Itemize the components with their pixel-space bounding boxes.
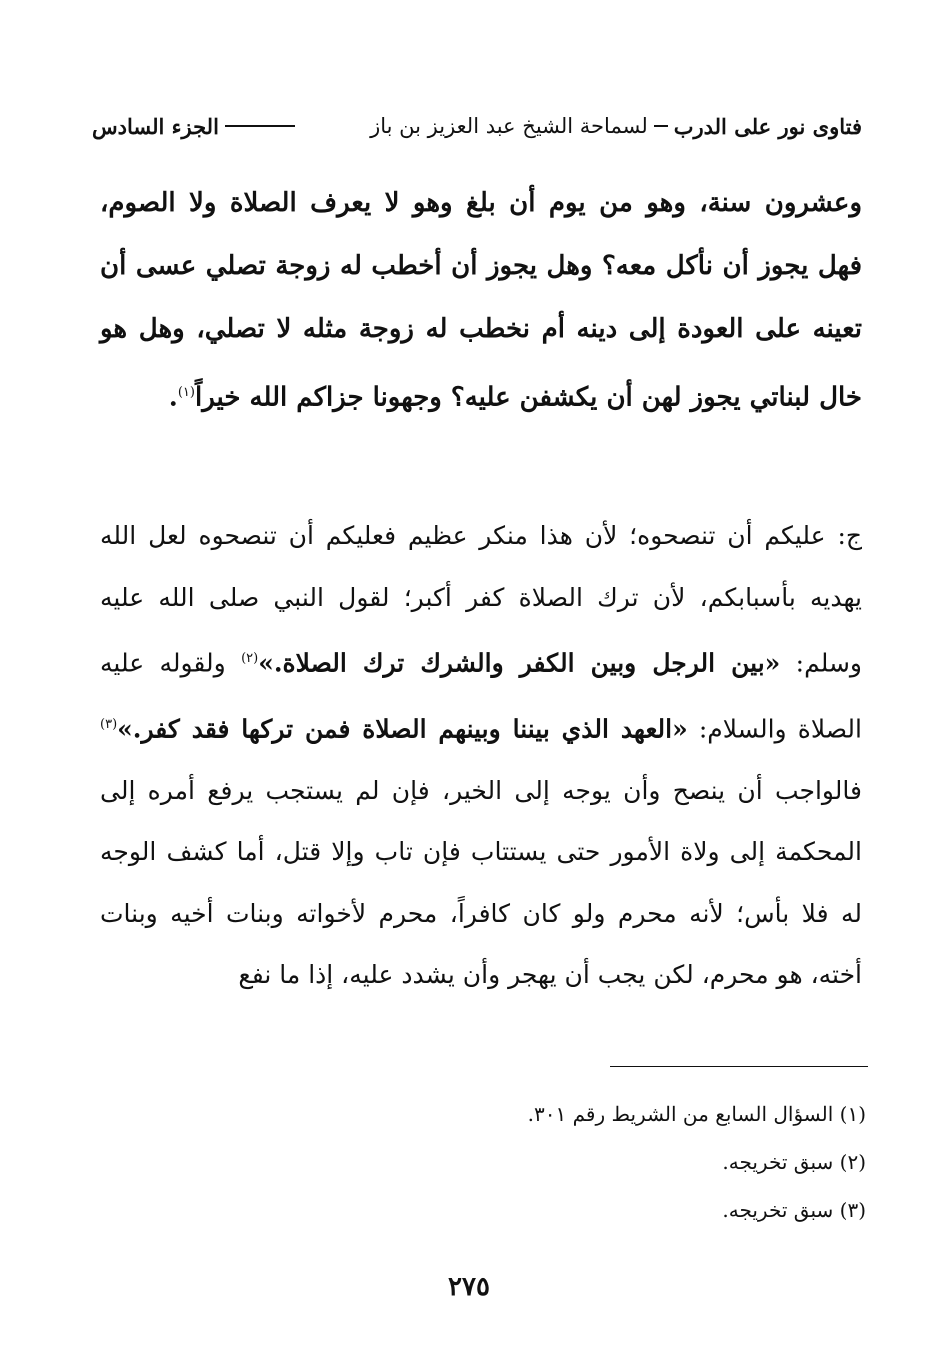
answer-text-1: عليكم أن تنصحوه؛ لأن هذا منكر عظيم فعليكم أن تنصحوه لعل الله يهديه بأسبابكم، لأن ترك الصلاة كفر أكبر؛ لقول النبي صلى الله عليه وسلم: [100,521,862,678]
running-header [92,108,862,144]
answer-label: ج: [837,521,862,550]
header-rule [225,125,295,127]
footnote-ref-2: (٢) [241,651,259,666]
footnote-2: (٢) سبق تخريجه. [722,1150,866,1174]
answer-text-3: فالواجب أن ينصح وأن يوجه إلى الخير، فإن لم يستجب يرفع أمره إلى المحكمة إلى ولاة الأمور حتى يستتاب فإن تاب وإلا قتل، أما كشف الوجه له فلا بأس؛ لأنه محرم ولو كان كافراً، محرم لأخواته وبنات أخيه وبنات أخته، هو محرم، لكن يجب أن يهجر وأن يشدد عليه، إذا ما نفع [100,775,862,990]
footnote-3: (٣) سبق تخريجه. [722,1198,866,1222]
header-separator [654,125,668,127]
hadith-quote-1: «بين الرجل وبين الكفر والشرك ترك الصلاة.» [258,648,781,678]
footnote-ref-3: (٣) [100,716,118,732]
question-text: وعشرون سنة، وهو من يوم أن بلغ وهو لا يعرف الصلاة ولا الصوم، فهل يجوز أن نأكل معه؟ وهل يجوز أن أخطب له زوجة تصلي عسى أن تعينه على العودة إلى دينه أم نخطب له زوجة مثله لا تصلي، وهل هو خال لبناتي يجوز لهن أن يكشفن عليه؟ وجهونا جزاكم الله خيراً [100,188,862,413]
footnote-ref-1: (١) [177,385,195,400]
page-number: ٢٧٥ [448,1272,490,1302]
footnote-divider [610,1066,868,1067]
header-part-group [92,114,301,139]
question-paragraph [100,172,862,430]
question-end: . [168,382,178,413]
answer-text-2: ولقوله عليه الصلاة والسلام: [100,648,862,744]
header-title-group [370,114,862,139]
hadith-quote-2: «العهد الذي بيننا وبينهم الصلاة فمن تركها فقد كفر.» [117,714,688,744]
author-name: لسماحة الشيخ عبد العزيز بن باز [370,114,648,138]
footnote-1: (١) السؤال السابع من الشريط رقم ٣٠١. [527,1102,866,1126]
footnotes [300,1090,866,1234]
answer-paragraph [100,505,862,1006]
part-title: الجزء السادس [92,113,219,139]
book-title: فتاوى نور على الدرب [673,113,862,139]
